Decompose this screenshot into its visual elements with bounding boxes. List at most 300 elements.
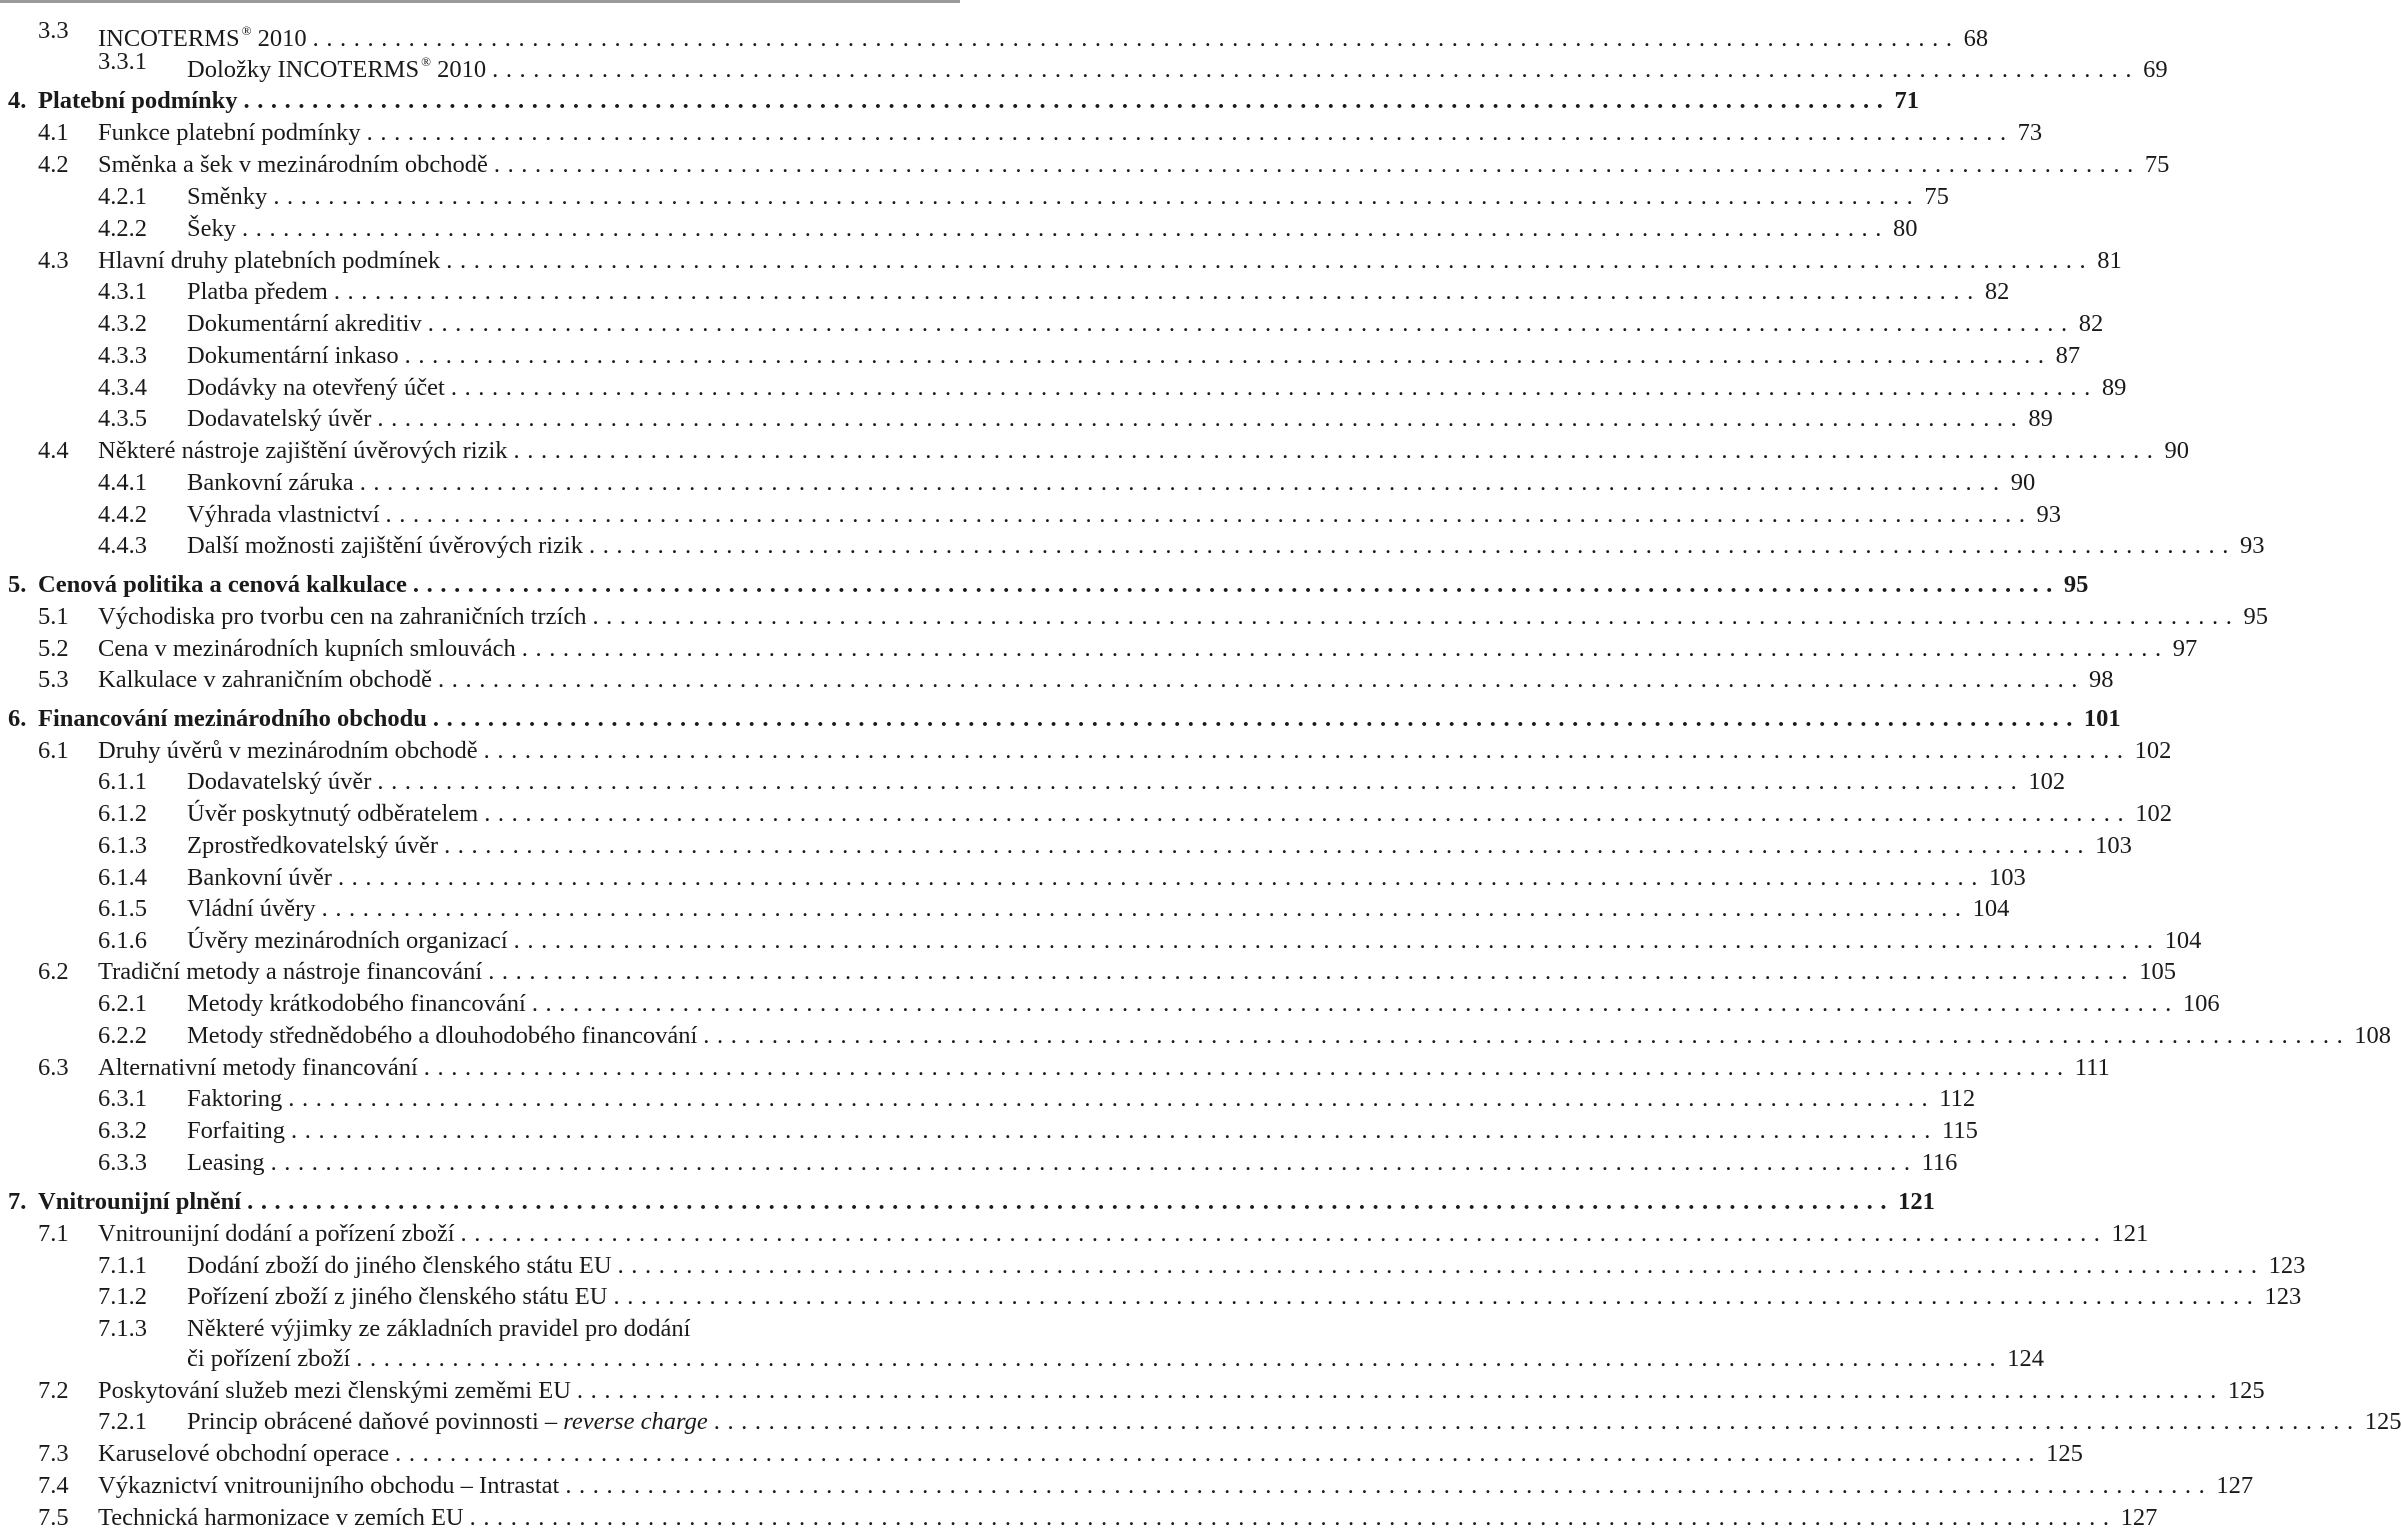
toc-entry-number: 5.3 xyxy=(38,666,69,693)
toc-entry-number: 7.1 xyxy=(38,1220,69,1247)
toc-entry-page: 90 xyxy=(2010,469,2036,496)
dot-leader: ........................................................................................................................ xyxy=(444,832,2092,859)
toc-entry-page: 90 xyxy=(2164,437,2190,464)
toc-title-text: Dodání zboží do jiného členského státu EU xyxy=(187,1252,612,1279)
toc-entry-line xyxy=(187,925,2202,956)
toc-entry-line xyxy=(98,664,2114,695)
toc-entry-number: 7.2.1 xyxy=(98,1408,147,1435)
toc-entry-line xyxy=(98,1502,2158,1533)
toc-entry-line xyxy=(38,1186,1935,1217)
toc-entry-line xyxy=(98,1375,2265,1406)
toc-entry xyxy=(0,308,2104,339)
toc-entry-number: 4.2.2 xyxy=(98,215,147,242)
dot-leader: ........................................................................................................................ xyxy=(493,151,2141,178)
toc-entry-number: 3.3.1 xyxy=(98,48,147,75)
toc-entry xyxy=(0,1052,2110,1083)
toc-entry xyxy=(0,1343,2045,1374)
toc-entry-title xyxy=(187,1147,265,1178)
toc-entry-title xyxy=(187,893,316,924)
toc-entry-title xyxy=(98,664,432,695)
toc-entry-page: 115 xyxy=(1942,1117,1978,1144)
toc-entry-title xyxy=(98,245,440,276)
toc-title-text: Metody střednědobého a dlouhodobého financování xyxy=(187,1022,698,1049)
toc-entry-number: 6.3.2 xyxy=(98,1117,147,1144)
toc-entry-title xyxy=(98,1375,571,1406)
toc-entry-title xyxy=(187,988,526,1019)
toc-entry-page: 98 xyxy=(2089,666,2114,693)
dot-leader: ........................................................................................................................ xyxy=(588,532,2236,559)
toc-entry-line xyxy=(187,499,2062,530)
toc-entry-line xyxy=(38,85,1919,116)
toc-entry-line xyxy=(187,1020,2392,1051)
toc-entry-line xyxy=(187,213,1918,244)
toc-entry-number: 5. xyxy=(8,571,27,598)
toc-entry-number: 6.3.1 xyxy=(98,1085,147,1112)
toc-title-text: Financování mezinárodního obchodu xyxy=(38,705,427,732)
dot-leader: ........................................................................................................................ xyxy=(484,800,2132,827)
toc-title-text: Leasing xyxy=(187,1149,265,1176)
toc-title-text: Hlavní druhy platebních podmínek xyxy=(98,247,441,274)
toc-entry-title xyxy=(187,340,399,371)
toc-entry-number: 4.2.1 xyxy=(98,183,147,210)
toc-entry xyxy=(0,1502,2158,1533)
toc-entry-page: 125 xyxy=(2046,1440,2083,1467)
dot-leader: ........................................................................................................................ xyxy=(617,1252,2265,1279)
toc-entry-title xyxy=(187,181,267,212)
toc-entry xyxy=(0,766,2066,797)
toc-entry-number: 4.4.2 xyxy=(98,501,147,528)
toc-entry-title xyxy=(187,925,508,956)
toc-entry-page: 82 xyxy=(2078,310,2104,337)
toc-entry xyxy=(0,830,2132,861)
toc-entry xyxy=(0,988,2220,1019)
toc-title-text: Druhy úvěrů v mezinárodním obchodě xyxy=(98,737,478,764)
toc-entry-title xyxy=(187,467,354,498)
toc-entry-title xyxy=(187,1313,690,1344)
toc-entry-line xyxy=(98,245,2122,276)
toc-entry-line xyxy=(187,893,2010,924)
toc-entry-line xyxy=(187,308,2104,339)
toc-entry xyxy=(0,46,2168,83)
toc-entry-line xyxy=(98,735,2172,766)
toc-entry-line xyxy=(187,1250,2306,1281)
toc-entry xyxy=(0,181,1949,212)
dot-leader: ........................................................................................................................ xyxy=(613,1283,2261,1310)
toc-entry-page: 93 xyxy=(2239,532,2265,559)
toc-entry-line xyxy=(187,1313,955,1344)
toc-title-text: Faktoring xyxy=(187,1085,283,1112)
toc-entry-page: 82 xyxy=(1984,278,2010,305)
toc-entry-title xyxy=(38,85,237,116)
toc-entry xyxy=(0,1186,1935,1217)
toc-entry-page: 71 xyxy=(1894,87,1919,114)
dot-leader: ........................................................................................................................ xyxy=(469,1504,2117,1531)
toc-entry-page: 105 xyxy=(2139,958,2176,985)
dot-leader: ........................................................................................................................ xyxy=(432,705,2080,732)
toc-entry-title xyxy=(187,372,445,403)
toc-entry-page: 111 xyxy=(2074,1054,2110,1081)
toc-entry-line xyxy=(187,403,2053,434)
toc-entry xyxy=(0,1438,2083,1469)
toc-entry-page: 127 xyxy=(2120,1504,2158,1531)
dot-leader: ........................................................................................................................ xyxy=(513,927,2161,954)
toc-entry-page: 104 xyxy=(1972,895,2010,922)
toc-entry-page: 103 xyxy=(1988,864,2026,891)
toc-entry-line xyxy=(187,340,2081,371)
toc-entry-number: 7. xyxy=(8,1188,27,1215)
toc-entry-line xyxy=(187,1083,1976,1114)
toc-entry xyxy=(0,1281,2302,1312)
dot-leader: ........................................................................................................................ xyxy=(404,342,2052,369)
dot-leader: ........................................................................................................................ xyxy=(488,958,2136,985)
dot-leader: ........................................................................................................................ xyxy=(321,895,1969,922)
toc-entry-page: 102 xyxy=(2028,768,2066,795)
toc-entry-page: 97 xyxy=(2172,635,2198,662)
dot-leader: ........................................................................................................................ xyxy=(565,1472,2213,1499)
toc-title-text: Dokumentární inkaso xyxy=(187,342,399,369)
toc-entry-line xyxy=(187,372,2127,403)
toc-entry-page: 68 xyxy=(1963,25,1989,52)
toc-entry-line xyxy=(98,117,2043,148)
toc-title-text: Některé nástroje zajištění úvěrových rizik xyxy=(98,437,508,464)
toc-entry-title xyxy=(98,633,516,664)
dot-leader: ........................................................................................................................ xyxy=(291,1117,1938,1144)
toc-title-text: Bankovní úvěr xyxy=(187,864,332,891)
toc-title-text: Zprostředkovatelský úvěr xyxy=(187,832,439,859)
toc-entry xyxy=(0,893,2010,924)
toc-entry-line xyxy=(187,181,1949,212)
toc-entry xyxy=(0,372,2127,403)
toc-entry-number: 6.2 xyxy=(38,958,69,985)
toc-entry-number: 7.1.3 xyxy=(98,1315,147,1342)
toc-entry-line xyxy=(98,1218,2149,1249)
toc-entry xyxy=(0,213,1918,244)
dot-leader: ........................................................................................................................ xyxy=(377,768,2025,795)
toc-entry-title xyxy=(98,435,508,466)
toc-entry-page: 123 xyxy=(2268,1252,2306,1279)
toc-title-text: Vnitrounijní plnění xyxy=(38,1188,242,1215)
toc-title-text: Forfaiting xyxy=(187,1117,285,1144)
toc-entry-line xyxy=(98,1052,2110,1083)
toc-title-text: Platební podmínky xyxy=(38,87,238,114)
toc-title-text: Dodavatelský úvěr xyxy=(187,405,372,432)
toc-entry-page: 112 xyxy=(1939,1085,1976,1112)
toc-entry xyxy=(0,633,2198,664)
toc-title-text: Východiska pro tvorbu cen na zahraničních trzích xyxy=(98,603,587,630)
toc-entry-page: 95 xyxy=(2243,603,2268,630)
toc-entry-title xyxy=(187,403,371,434)
toc-entry xyxy=(0,403,2053,434)
toc-entry xyxy=(0,117,2043,148)
toc-entry-line xyxy=(38,569,2089,600)
toc-entry-number: 7.3 xyxy=(38,1440,69,1467)
toc-entry-title xyxy=(187,766,371,797)
toc-entry-line xyxy=(187,830,2132,861)
toc-entry xyxy=(0,1083,1976,1114)
toc-title-text: Doložky INCOTERMS xyxy=(187,56,420,83)
toc-entry-title xyxy=(187,499,380,530)
toc-title-text: Poskytování služeb mezi členskými zeměmi EU xyxy=(98,1377,571,1404)
toc-entry-title xyxy=(187,308,422,339)
toc-entry xyxy=(0,925,2202,956)
registered-mark: ® xyxy=(241,23,252,38)
toc-entry-page: 102 xyxy=(2134,737,2172,764)
toc-entry-line xyxy=(187,766,2066,797)
toc-title-italic: reverse charge xyxy=(563,1408,708,1435)
toc-title-text: Dodávky na otevřený účet xyxy=(187,374,445,401)
toc-entry-page: 103 xyxy=(2095,832,2132,859)
toc-entry-number: 4.3.3 xyxy=(98,342,147,369)
toc-entry xyxy=(0,1250,2306,1281)
dot-leader: ........................................................................................................................ xyxy=(703,1022,2351,1049)
toc-entry-number: 4.3 xyxy=(38,247,69,274)
toc-entry-number: 7.1.2 xyxy=(98,1283,147,1310)
dot-leader: ........................................................................................................................ xyxy=(377,405,2025,432)
toc-title-text: INCOTERMS xyxy=(98,25,240,52)
toc-entry-number: 4.3.4 xyxy=(98,374,147,401)
toc-entry-title xyxy=(98,956,482,987)
toc-title-suffix: 2010 xyxy=(251,25,307,52)
dot-leader: ........................................................................................................................ xyxy=(592,603,2240,630)
toc-title-text: Karuselové obchodní operace xyxy=(98,1440,390,1467)
toc-entry-line xyxy=(187,1147,1958,1178)
toc-title-text: Výhrada vlastnictví xyxy=(187,501,380,528)
toc-entry-line xyxy=(98,149,2170,180)
toc-title-text: Úvěr poskytnutý odběratelem xyxy=(187,800,479,827)
toc-entry-number: 7.1.1 xyxy=(98,1252,147,1279)
toc-entry xyxy=(0,530,2265,561)
toc-entry-title xyxy=(187,213,236,244)
toc-entry-title xyxy=(98,735,478,766)
dot-leader: ........................................................................................................................ xyxy=(713,1408,2361,1435)
toc-entry-page: 125 xyxy=(2227,1377,2265,1404)
toc-entry-title xyxy=(38,703,427,734)
toc-entry-number: 4.2 xyxy=(38,151,69,178)
toc-entry-page: 87 xyxy=(2055,342,2081,369)
dot-leader: ........................................................................................................................ xyxy=(450,374,2098,401)
dot-leader: ........................................................................................................................ xyxy=(446,247,2094,274)
toc-entry-page: 75 xyxy=(1924,183,1949,210)
toc-entry-line xyxy=(187,988,2220,1019)
toc-title-text: Vnitrounijní dodání a pořízení zboží xyxy=(98,1220,455,1247)
toc-entry-title xyxy=(187,1115,285,1146)
toc-entry-title xyxy=(187,1020,697,1051)
toc-entry-line xyxy=(98,956,2176,987)
toc-entry-number: 4.4 xyxy=(38,437,69,464)
dot-leader: ........................................................................................................................ xyxy=(359,469,2007,496)
toc-entry-title xyxy=(98,601,586,632)
registered-mark: ® xyxy=(421,54,431,69)
toc-entry-page: 95 xyxy=(2063,571,2089,598)
toc-title-text: Dokumentární akreditiv xyxy=(187,310,422,337)
toc-entry xyxy=(0,499,2062,530)
dot-leader: ........................................................................................................................ xyxy=(242,215,1889,242)
toc-entry xyxy=(0,956,2176,987)
toc-title-text: Pořízení zboží z jiného členského státu EU xyxy=(187,1283,608,1310)
toc-entry xyxy=(0,1406,2401,1437)
toc-entry xyxy=(0,601,2268,632)
toc-title-text: Tradiční metody a nástroje financování xyxy=(98,958,483,985)
toc-entry xyxy=(0,1020,2392,1051)
toc-title-text: Výkaznictví vnitrounijního obchodu – Intrastat xyxy=(98,1472,560,1499)
toc-entry-page: 102 xyxy=(2135,800,2172,827)
toc-entry-line xyxy=(38,703,2121,734)
toc-entry-title xyxy=(38,1186,241,1217)
toc-entry-number: 6.1.4 xyxy=(98,864,147,891)
toc-entry-line xyxy=(98,1438,2083,1469)
toc-title-text: Bankovní záruka xyxy=(187,469,354,496)
toc-entry xyxy=(0,664,2114,695)
toc-entry-number: 5.2 xyxy=(38,635,69,662)
toc-entry-title xyxy=(98,1470,559,1501)
toc-title-text: Dodavatelský úvěr xyxy=(187,768,372,795)
toc-entry-page: 121 xyxy=(2111,1220,2149,1247)
toc-entry-line xyxy=(187,1343,2045,1374)
dot-leader: ........................................................................................................................ xyxy=(423,1054,2071,1081)
toc-entry-title xyxy=(98,149,488,180)
toc-entry xyxy=(0,1375,2265,1406)
toc-entry xyxy=(0,1218,2149,1249)
toc-entry-page: 81 xyxy=(2097,247,2122,274)
toc-entry-page: 104 xyxy=(2164,927,2202,954)
toc-entry-title xyxy=(98,1502,464,1533)
toc-entry-page: 89 xyxy=(2101,374,2127,401)
dot-leader: ........................................................................................................................ xyxy=(521,635,2169,662)
toc-entry-line xyxy=(98,1470,2254,1501)
toc-title-text: Úvěry mezinárodních organizací xyxy=(187,927,508,954)
toc-entry-title xyxy=(98,117,361,148)
toc-entry-title xyxy=(187,1281,607,1312)
toc-entry-page: 101 xyxy=(2083,705,2121,732)
toc-title-text: Technická harmonizace v zemích EU xyxy=(98,1504,464,1531)
toc-entry xyxy=(0,245,2122,276)
toc-entry xyxy=(0,15,1989,52)
dot-leader: ........................................................................................................................ xyxy=(243,87,1891,114)
toc-entry xyxy=(0,1313,955,1344)
toc-entry-page: 75 xyxy=(2144,151,2170,178)
toc-entry xyxy=(0,798,2172,829)
toc-title-text: Kalkulace v zahraničním obchodě xyxy=(98,666,433,693)
toc-title-text: Vládní úvěry xyxy=(187,895,316,922)
dot-leader: ........................................................................................................................ xyxy=(531,990,2179,1017)
toc-entry-number: 7.5 xyxy=(38,1504,69,1531)
toc-entry-line xyxy=(187,530,2265,561)
toc-entry-number: 6.2.2 xyxy=(98,1022,147,1049)
toc-entry xyxy=(0,149,2170,180)
toc-entry-number: 4.1 xyxy=(38,119,69,146)
toc-title-text: Metody krátkodobého financování xyxy=(187,990,526,1017)
toc-entry-page: 73 xyxy=(2017,119,2043,146)
toc-title-text: Směnky xyxy=(187,183,268,210)
dot-leader: ........................................................................................................................ xyxy=(385,501,2033,528)
toc-entry-line xyxy=(98,601,2268,632)
dot-leader: ........................................................................................................................ xyxy=(247,1188,1895,1215)
toc-entry-page: 89 xyxy=(2028,405,2053,432)
toc-title-text: Cenová politika a cenová kalkulace xyxy=(38,571,407,598)
toc-entry-title xyxy=(38,569,407,600)
toc-entry-page: 108 xyxy=(2354,1022,2392,1049)
toc-entry xyxy=(0,1470,2254,1501)
dot-leader: ........................................................................................................................ xyxy=(366,119,2014,146)
toc-title-text: Princip obrácené daňové povinnosti – xyxy=(187,1408,564,1435)
toc-entry-page: 80 xyxy=(1893,215,1918,242)
toc-title-text: Další možnosti zajištění úvěrových rizik xyxy=(187,532,583,559)
toc-title-suffix: 2010 xyxy=(430,56,487,83)
toc-title-text: Funkce platební podmínky xyxy=(98,119,361,146)
toc-entry-title xyxy=(98,1218,455,1249)
toc-entry-title xyxy=(187,1083,282,1114)
toc-entry-title xyxy=(187,276,328,307)
toc-entry-line xyxy=(187,1281,2302,1312)
toc-entry-line xyxy=(187,276,2010,307)
toc-entry-line xyxy=(187,1115,1978,1146)
toc-entry-number: 4.3.1 xyxy=(98,278,147,305)
toc-title-text: Některé výjimky ze základních pravidel pro dodání xyxy=(187,1315,691,1342)
toc-entry-title xyxy=(98,1052,418,1083)
dot-leader: ........................................................................................................................ xyxy=(270,1149,1918,1176)
dot-leader: ........................................................................................................................ xyxy=(312,25,1960,52)
toc-entry-number: 4. xyxy=(8,87,27,114)
dot-leader: ........................................................................................................................ xyxy=(395,1440,2043,1467)
top-rule xyxy=(0,0,960,3)
toc-entry-number: 6.3 xyxy=(38,1054,69,1081)
toc-entry-number: 7.2 xyxy=(38,1377,69,1404)
toc-entry-number: 5.1 xyxy=(38,603,69,630)
toc-entry-line xyxy=(187,862,2026,893)
dot-leader: ........................................................................................................................ xyxy=(337,864,1985,891)
dot-leader: ........................................................................................................................ xyxy=(427,310,2075,337)
toc-entry-title xyxy=(187,1406,708,1437)
toc-entry-number: 3.3 xyxy=(38,17,69,44)
toc-entry-line xyxy=(98,633,2198,664)
toc-entry-page: 69 xyxy=(2143,56,2168,83)
toc-entry-line xyxy=(187,467,2036,498)
toc-entry-number: 6.1 xyxy=(38,737,69,764)
toc-entry-number: 6.1.2 xyxy=(98,800,147,827)
toc-entry-page: 123 xyxy=(2264,1283,2302,1310)
toc-entry-title xyxy=(187,1343,350,1374)
toc-entry-page: 93 xyxy=(2036,501,2062,528)
dot-leader: ........................................................................................................................ xyxy=(460,1220,2108,1247)
toc-entry xyxy=(0,569,2089,600)
toc-entry-page: 125 xyxy=(2364,1408,2401,1435)
dot-leader: ........................................................................................................................ xyxy=(273,183,1921,210)
toc-entry-line xyxy=(187,46,2168,85)
toc-entry xyxy=(0,1147,1958,1178)
toc-entry-number: 6. xyxy=(8,705,27,732)
toc-entry xyxy=(0,1115,1978,1146)
toc-entry-page: 116 xyxy=(1921,1149,1958,1176)
dot-leader: ........................................................................................................................ xyxy=(288,1085,1936,1112)
toc-entry xyxy=(0,703,2121,734)
toc-entry-title xyxy=(98,1438,389,1469)
toc-entry-number: 6.1.1 xyxy=(98,768,147,795)
toc-entry xyxy=(0,435,2190,466)
toc-entry xyxy=(0,340,2081,371)
toc-entry-title xyxy=(187,530,583,561)
dot-leader: ........................................................................................................................ xyxy=(438,666,2086,693)
toc-entry xyxy=(0,467,2036,498)
toc-entry-title xyxy=(187,798,478,829)
toc-entry-number: 6.2.1 xyxy=(98,990,147,1017)
toc-entry-number: 7.4 xyxy=(38,1472,69,1499)
toc-title-text: Směnka a šek v mezinárodním obchodě xyxy=(98,151,488,178)
toc-entry-number: 4.3.2 xyxy=(98,310,147,337)
toc-entry-title xyxy=(187,830,438,861)
toc-entry-page: 124 xyxy=(2007,1345,2045,1372)
toc-entry-line xyxy=(187,798,2172,829)
dot-leader: ........................................................................................................................ xyxy=(356,1345,2004,1372)
